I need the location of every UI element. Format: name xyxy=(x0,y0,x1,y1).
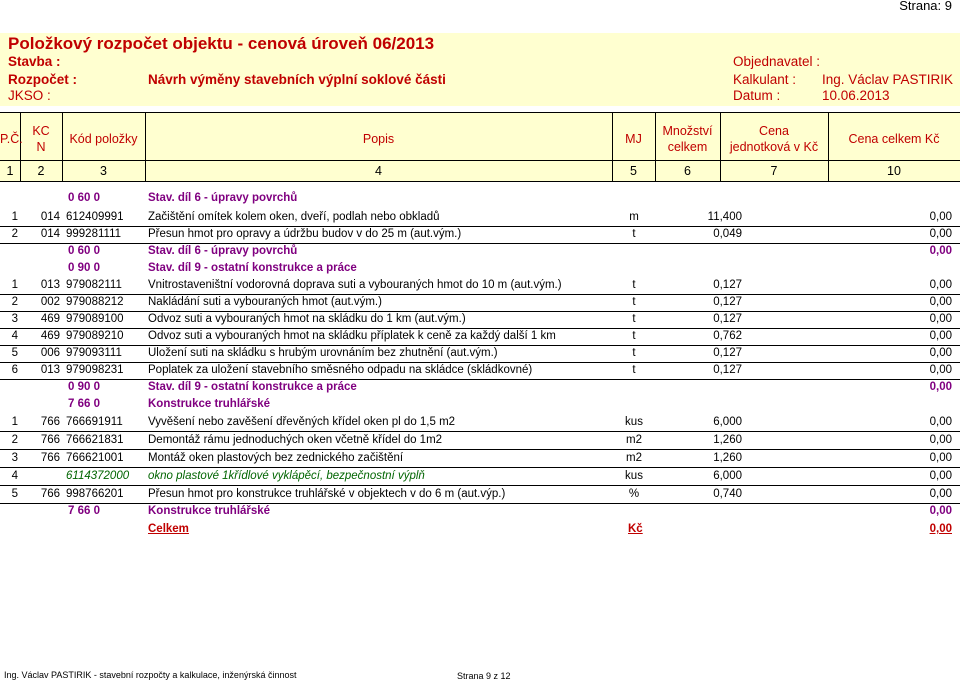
cell-qty: 6,000 xyxy=(713,416,742,428)
grand-total-value: 0,00 xyxy=(929,523,952,535)
cell-pc: 3 xyxy=(11,313,18,325)
section-name: Stav. díl 6 - úpravy povrchů xyxy=(148,192,298,204)
table-row xyxy=(0,449,960,468)
cell-total: 0,00 xyxy=(929,470,952,482)
section-name: Konstrukce truhlářské xyxy=(148,398,271,410)
cell-total: 0,00 xyxy=(929,279,952,291)
cell-kc: 006 xyxy=(40,347,60,359)
page-label: Strana: 9 xyxy=(899,0,952,13)
cell-pc: 2 xyxy=(11,434,18,446)
cell-qty: 0,762 xyxy=(713,330,742,342)
cell-code: 979098231 xyxy=(66,364,124,376)
cell-mj: t xyxy=(632,228,636,240)
cell-code: 766621001 xyxy=(66,452,124,464)
cell-total: 0,00 xyxy=(929,330,952,342)
cell-mj: t xyxy=(632,330,636,342)
section-total: 0,00 xyxy=(929,245,952,257)
cell-mj: t xyxy=(632,279,636,291)
cell-qty: 11,400 xyxy=(707,211,742,223)
cell-code: 979093111 xyxy=(66,347,122,359)
cell-qty: 0,127 xyxy=(713,347,742,359)
cell-popis: Odvoz suti a vybouraných hmot na skládku příplatek k ceně za každý další 1 km xyxy=(148,330,556,342)
cell-total: 0,00 xyxy=(929,313,952,325)
cell-popis: Demontáž rámu jednoduchých oken včetně křídel do 1m2 xyxy=(148,434,443,446)
cell-code: 979089100 xyxy=(66,313,124,325)
cell-mj: kus xyxy=(625,470,643,482)
cell-code: 998766201 xyxy=(66,488,124,500)
col-header-cena-celkem: Cena celkem Kč xyxy=(848,132,940,146)
cell-mj: t xyxy=(632,296,636,308)
cell-code: 999281111 xyxy=(66,228,122,240)
rule xyxy=(0,160,960,161)
section-row xyxy=(0,189,960,208)
cell-popis: Začištění omítek kolem oken, dveří, podlah nebo obkladů xyxy=(148,211,440,223)
cell-popis: Přesun hmot pro opravy a údržbu budov v do 25 m (aut.vým.) xyxy=(148,228,462,240)
col-header-mj: MJ xyxy=(625,132,642,146)
cell-mj: m2 xyxy=(626,434,642,446)
col-header-mnozstvi: Množství xyxy=(662,124,713,138)
cell-pc: 5 xyxy=(11,347,18,359)
cell-kc: 013 xyxy=(40,364,60,376)
jkso-label: JKSO : xyxy=(8,88,51,103)
col-number: 10 xyxy=(887,164,901,178)
cell-popis: Vnitrostaveništní vodorovná doprava suti a vybouraných hmot do 10 m (aut.vým.) xyxy=(148,279,562,291)
section-code: 0 60 0 xyxy=(68,192,100,204)
cell-qty: 1,260 xyxy=(713,434,742,446)
grand-total-row xyxy=(0,520,960,539)
section-name: Konstrukce truhlářské xyxy=(148,505,271,517)
cell-pc: 4 xyxy=(11,470,18,482)
cell-kc: 469 xyxy=(40,330,60,342)
cell-qty: 1,260 xyxy=(713,452,742,464)
cell-code: 979082111 xyxy=(66,279,122,291)
datum-label: Datum : xyxy=(733,88,781,103)
cell-pc: 6 xyxy=(11,364,18,376)
cell-kc: 766 xyxy=(40,434,60,446)
section-code: 7 66 0 xyxy=(68,398,100,410)
rozpocet-label: Rozpočet : xyxy=(8,72,77,87)
stavba-label: Stavba : xyxy=(8,54,61,69)
footer-left: Ing. Václav PASTIRIK - stavební rozpočty a kalkulace, inženýrská činnost xyxy=(4,670,297,680)
section-code: 0 90 0 xyxy=(68,381,100,393)
col-number: 6 xyxy=(684,164,691,178)
cell-mj: t xyxy=(632,364,636,376)
cell-total: 0,00 xyxy=(929,211,952,223)
cell-total: 0,00 xyxy=(929,228,952,240)
cell-total: 0,00 xyxy=(929,416,952,428)
cell-mj: t xyxy=(632,347,636,359)
rozpocet-value: Návrh výměny stavebních výplní soklové části xyxy=(148,72,446,87)
section-code: 0 90 0 xyxy=(68,262,100,274)
section-code: 0 60 0 xyxy=(68,245,100,257)
cell-qty: 6,000 xyxy=(713,470,742,482)
cell-code: 979089210 xyxy=(66,330,124,342)
section-total: 0,00 xyxy=(929,381,952,393)
cell-total: 0,00 xyxy=(929,488,952,500)
col-number: 4 xyxy=(375,164,382,178)
cell-popis: Poplatek za uložení stavebního směsného odpadu na skládce (skládkovné) xyxy=(148,364,533,376)
cell-pc: 3 xyxy=(11,452,18,464)
cell-mj: % xyxy=(628,488,640,500)
col-header-n: N xyxy=(36,140,46,154)
col-header-cena: Cena xyxy=(759,124,789,138)
cell-qty: 0,127 xyxy=(713,279,742,291)
col-number: 7 xyxy=(770,164,778,178)
col-header-kod: Kód položky xyxy=(69,132,138,146)
col-header-celkem: celkem xyxy=(667,140,708,154)
rule xyxy=(0,112,960,113)
objednavatel-label: Objednavatel : xyxy=(733,54,821,69)
cell-pc: 2 xyxy=(11,296,18,308)
cell-popis: Montáž oken plastových bez zednického začištění xyxy=(148,452,404,464)
cell-mj: m2 xyxy=(626,452,642,464)
section-name: Stav. díl 9 - ostatní konstrukce a práce xyxy=(148,381,357,393)
col-header-popis: Popis xyxy=(362,132,395,146)
section-total-row xyxy=(0,502,960,521)
cell-qty: 0,127 xyxy=(713,296,742,308)
document-title: Položkový rozpočet objektu - cenová úroveň 06/2013 xyxy=(8,34,435,53)
section-name: Stav. díl 6 - úpravy povrchů xyxy=(148,245,298,257)
cell-popis: Přesun hmot pro konstrukce truhlářské v objektech v do 6 m (aut.výp.) xyxy=(148,488,506,500)
cell-kc: 469 xyxy=(40,313,60,325)
cell-mj: kus xyxy=(625,416,643,428)
table-row xyxy=(0,467,960,486)
cell-popis: Vyvěšení nebo zavěšení dřevěných křídel oken pl do 1,5 m2 xyxy=(148,416,456,428)
cell-code: 979088212 xyxy=(66,296,124,308)
cell-popis: Nakládání suti a vybouraných hmot (aut.vým.) xyxy=(148,296,382,308)
col-header-jednotkova: jednotková v Kč xyxy=(729,140,819,154)
cell-pc: 1 xyxy=(11,279,18,291)
cell-total: 0,00 xyxy=(929,296,952,308)
cell-code: 766691911 xyxy=(66,416,123,428)
cell-qty: 0,127 xyxy=(713,313,742,325)
cell-mj: t xyxy=(632,313,636,325)
kalkulant-value: Ing. Václav PASTIRIK xyxy=(822,72,954,87)
cell-popis: Odvoz suti a vybouraných hmot na skládku do 1 km (aut.vým.) xyxy=(148,313,466,325)
rule xyxy=(0,181,960,182)
table-row xyxy=(0,413,960,432)
cell-code: 6114372000 xyxy=(66,470,130,482)
cell-total: 0,00 xyxy=(929,364,952,376)
section-total: 0,00 xyxy=(929,505,952,517)
cell-popis: okno plastové 1křídlové vyklápěcí, bezpečnostní výplň xyxy=(148,470,425,482)
grand-total-unit: Kč xyxy=(628,523,643,535)
cell-qty: 0,740 xyxy=(713,488,742,500)
cell-popis: Uložení suti na skládku s hrubým urovnáním bez zhutnění (aut.vým.) xyxy=(148,347,498,359)
col-number: 1 xyxy=(6,164,14,178)
footer-page: Strana 9 z 12 xyxy=(457,671,511,681)
cell-pc: 5 xyxy=(11,488,18,500)
table-row xyxy=(0,431,960,450)
cell-pc: 2 xyxy=(11,228,18,240)
cell-kc: 014 xyxy=(40,211,60,223)
cell-code: 612409991 xyxy=(66,211,124,223)
col-header-pc: P.Č. xyxy=(0,132,23,146)
cell-total: 0,00 xyxy=(929,434,952,446)
cell-kc: 014 xyxy=(40,228,60,240)
col-number: 3 xyxy=(100,164,107,178)
cell-kc: 766 xyxy=(40,488,60,500)
cell-total: 0,00 xyxy=(929,452,952,464)
cell-kc: 766 xyxy=(40,452,60,464)
cell-qty: 0,127 xyxy=(713,364,742,376)
cell-code: 766621831 xyxy=(66,434,124,446)
col-number: 2 xyxy=(37,164,45,178)
cell-kc: 766 xyxy=(40,416,60,428)
col-header-kc: KC xyxy=(32,124,50,138)
cell-pc: 1 xyxy=(11,416,18,428)
grand-total-label: Celkem xyxy=(148,523,189,535)
cell-qty: 0,049 xyxy=(713,228,742,240)
cell-kc: 002 xyxy=(40,296,60,308)
cell-pc: 4 xyxy=(11,330,18,342)
cell-mj: m xyxy=(629,211,639,223)
cell-total: 0,00 xyxy=(929,347,952,359)
col-number: 5 xyxy=(630,164,637,178)
section-name: Stav. díl 9 - ostatní konstrukce a práce xyxy=(148,262,357,274)
datum-value: 10.06.2013 xyxy=(822,88,890,103)
cell-pc: 1 xyxy=(11,211,18,223)
kalkulant-label: Kalkulant : xyxy=(733,72,797,87)
cell-kc: 013 xyxy=(40,279,60,291)
section-code: 7 66 0 xyxy=(68,505,100,517)
section-row xyxy=(0,395,960,414)
